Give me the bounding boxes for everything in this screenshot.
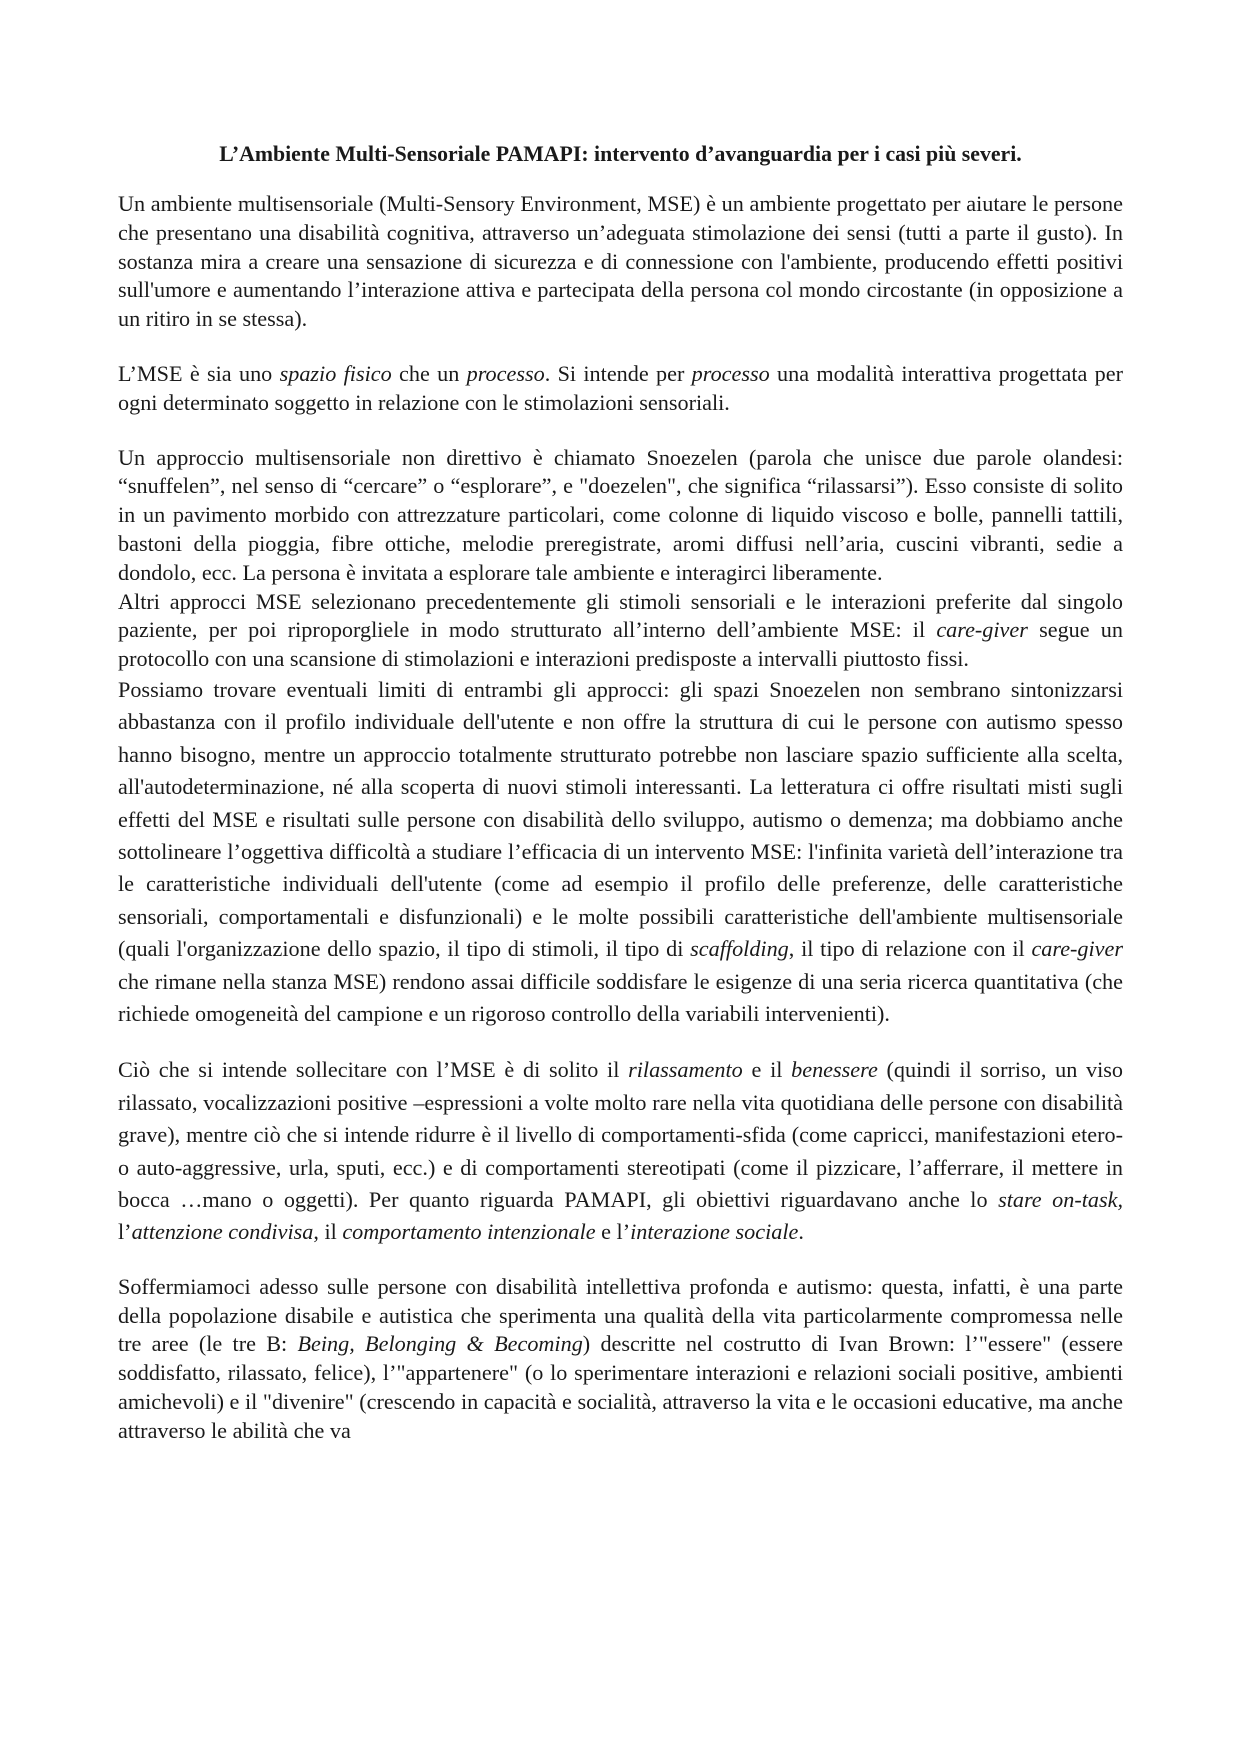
text-span: e il bbox=[742, 1057, 792, 1083]
text-span: Altri approcci MSE selezionano precedentemente gli stimoli sensoriali e le interazioni preferite dal singolo paziente, per poi riproporgliele in modo strutturato all’interno dell’ambiente MSE: il bbox=[118, 588, 1123, 643]
text-span: ) descritte nel costrutto di Ivan Brown: l’"essere" (essere soddisfatto, rilassato, felice), l’"appartenere" (o lo sperimentare interazioni e relazioni sociali positive, ambienti amichevoli) e il "divenire" (crescendo in capacità e socialità, attraverso la vita e le occasioni educative, ma anche attraverso le abilità che va bbox=[118, 1331, 1123, 1443]
italic-span: scaffolding bbox=[690, 936, 789, 962]
text-span: (quindi il sorriso, un viso rilassato, vocalizzazioni positive –espressioni a volte molto rare nella vita quotidiana delle persone con disabilità grave), mentre ciò che si intende ridurre è il livello di comportamenti-sfida (come capricci, manifestazioni etero- o auto-aggressive, urla, sputi, ecc.) e di comportamenti stereotipati (come il pizzicare, l’afferrare, il mettere in bocca …mano o oggetti). Per quanto riguarda PAMAPI, gli obiettivi riguardavano anche lo bbox=[118, 1057, 1123, 1213]
text-span: che rimane nella stanza MSE) rendono assai difficile soddisfare le esigenze di una seria ricerca quantitativa (che richiede omogeneità del campione e un rigoroso controllo della variabili intervenienti). bbox=[118, 968, 1123, 1027]
paragraph-mse-definition: Un ambiente multisensoriale (Multi-Sensory Environment, MSE) è un ambiente progettato per aiutare le persone che presentano una disabilità cognitiva, attraverso un’adeguata stimolazione dei sensi (tutti a parte il gusto). In sostanza mira a creare una sensazione di sicurezza e di connessione con l'ambiente, producendo effetti positivi sull'umore e aumentando l’interazione attiva e partecipata della persona col mondo circostante (in opposizione a un ritiro in se stessa). bbox=[118, 191, 1123, 332]
text-span: , il tipo di relazione con il bbox=[788, 936, 1032, 962]
text-span: che un bbox=[391, 360, 467, 386]
italic-span: rilassamento bbox=[628, 1057, 743, 1083]
paragraph-snoezelen: Un approccio multisensoriale non direttivo è chiamato Snoezelen (parola che unisce due parole olandesi: “snuffelen”, nel senso di “cercare” o “esplorare”, e "doezelen", che significa “rilassarsi”). Esso consiste di solito in un pavimento morbido con attrezzature particolari, come colonne di liquido viscoso e bolle, pannelli tattili, bastoni della pioggia, fibre ottiche, melodie preregistrate, aromi diffusi nell’aria, cuscini vibranti, sedie a dondolo, ecc. La persona è invitata a esplorare tale ambiente e interagirci liberamente. bbox=[118, 444, 1123, 585]
text-span: , il bbox=[313, 1219, 343, 1245]
paragraph-approach-limits bbox=[118, 674, 1123, 1030]
italic-span: comportamento intenzionale bbox=[342, 1219, 596, 1245]
text-span: Soffermiamoci adesso sulle persone con disabilità intellettiva profonda e autismo: questa, infatti, è una parte della popolazione disabile e autistica che sperimenta una qualità della vita particolarmente compromessa nelle tre aree (le tre B: bbox=[118, 1273, 1123, 1357]
text-span: . Si intende per bbox=[544, 360, 692, 386]
text-span: Possiamo trovare eventuali limiti di entrambi gli approcci: gli spazi Snoezelen non sembrano sintonizzarsi abbastanza con il profilo individuale dell'utente e non offre la struttura di cui le persone con autismo spesso hanno bisogno, mentre un approccio totalmente strutturato potrebbe non lasciare spazio sufficiente alla scelta, all'autodeterminazione, né alla scoperta di nuovi stimoli interessanti. La letteratura ci offre risultati misti sugli effetti del MSE e risultati sulle persone con disabilità dello sviluppo, autismo o demenza; ma dobbiamo anche sottolineare l’oggettiva difficoltà a studiare l’efficacia di un intervento MSE: l'infinita varietà dell’interazione tra le caratteristiche individuali dell'utente (come ad esempio il profilo delle preferenze, delle caratteristiche sensoriali, comportamentali e disfunzionali) e le molte possibili caratteristiche dell'ambiente multisensoriale (quali l'organizzazione dello spazio, il tipo di stimoli, il tipo di bbox=[118, 676, 1123, 962]
text-span: Ciò che si intende sollecitare con l’MSE è di solito il bbox=[118, 1057, 629, 1083]
text-span: L’MSE è sia uno bbox=[118, 360, 280, 386]
italic-span: care-giver bbox=[936, 617, 1028, 643]
italic-span: benessere bbox=[791, 1057, 878, 1083]
paragraph-structured-mse bbox=[118, 588, 1123, 674]
italic-span: stare on-task, bbox=[998, 1187, 1123, 1213]
italic-span: processo bbox=[466, 360, 545, 386]
paragraph-mse-goals bbox=[118, 1054, 1123, 1248]
italic-span: Being, Belonging & Becoming bbox=[297, 1331, 583, 1357]
text-span: e l’ bbox=[595, 1219, 631, 1245]
document-title: L’Ambiente Multi-Sensoriale PAMAPI: intervento d’avanguardia per i casi più severi. bbox=[219, 142, 1022, 166]
italic-span: care-giver bbox=[1031, 936, 1124, 962]
italic-span: spazio fisico bbox=[279, 360, 392, 386]
italic-span: interazione sociale bbox=[630, 1219, 799, 1245]
text-span: una modalità interattiva progettata per ogni determinato soggetto in relazione con le stimolazioni sensoriali. bbox=[118, 360, 1123, 415]
paragraph-quality-of-life bbox=[118, 1273, 1123, 1446]
text-span: . bbox=[798, 1219, 804, 1245]
italic-span: processo bbox=[691, 360, 770, 386]
document-page bbox=[118, 140, 1123, 1446]
italic-span: attenzione condivisa bbox=[131, 1219, 314, 1245]
paragraph-mse-space-process bbox=[118, 360, 1123, 418]
text-span: l’ bbox=[118, 1219, 132, 1245]
text-span: segue un protocollo con una scansione di stimolazioni e interazioni predisposte a intervalli piuttosto fissi. bbox=[118, 617, 1123, 672]
